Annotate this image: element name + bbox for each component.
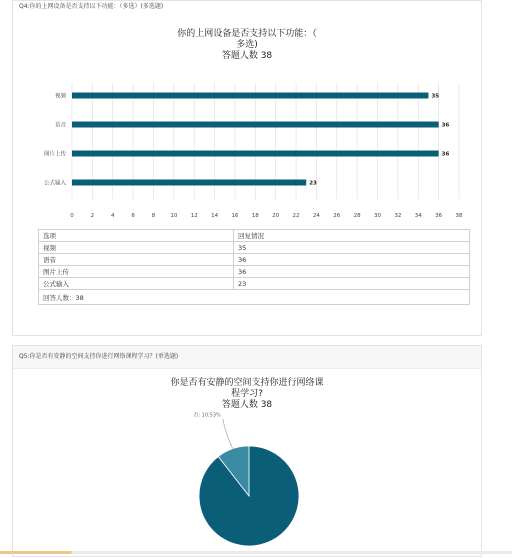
table-cell-count: 36 [234, 266, 470, 278]
x-tick-label: 14 [211, 213, 219, 219]
q4-header: Q4:你的上网设备是否支持以下功能：（多选）(多选题) [13, 1, 481, 15]
question-card-q5 [12, 345, 482, 557]
table-row [39, 254, 470, 266]
table-total: 回答人数：38 [39, 290, 470, 305]
table-cell-option: 公式输入 [39, 278, 234, 290]
table-cell-option: 图片上传 [39, 266, 234, 278]
x-tick-label: 4 [110, 213, 115, 219]
table-cell-count: 36 [234, 254, 470, 266]
x-tick-label: 28 [353, 213, 361, 219]
q5-title-line1: 你是否有安静的空间支持你进行网络课 [170, 378, 324, 388]
table-cell-count: 23 [234, 278, 470, 290]
q4-title-line1: 你的上网设备是否支持以下功能：（ [177, 29, 317, 39]
question-card-q4 [12, 0, 482, 336]
x-tick-label: 32 [394, 213, 402, 219]
pie-slice-label: 否: 10.53% [193, 412, 221, 419]
x-tick-label: 24 [312, 213, 320, 219]
table-cell-count: 35 [234, 242, 470, 254]
y-category-label: 图片上传 [43, 151, 66, 158]
q5-title-line2: 程学习? [231, 389, 263, 399]
q4-bar-chart [13, 1, 483, 226]
bar [72, 151, 439, 157]
table-row [39, 266, 470, 278]
table-row [39, 242, 470, 254]
table-row [39, 278, 470, 290]
q4-title-line2: 多选) [236, 40, 258, 50]
bar-value-label: 36 [441, 122, 450, 129]
table-header-row [39, 230, 470, 242]
bar-value-label: 35 [431, 93, 440, 100]
x-tick-label: 2 [90, 213, 95, 219]
x-tick-label: 34 [414, 213, 422, 219]
table-total-row [39, 290, 470, 305]
x-tick-label: 0 [70, 213, 74, 219]
y-category-label: 语音 [54, 122, 66, 129]
bar-value-label: 36 [441, 151, 450, 158]
x-tick-label: 36 [435, 213, 443, 219]
table-cell-option: 语音 [39, 254, 234, 266]
y-category-label: 视频 [54, 93, 66, 100]
x-tick-label: 26 [333, 213, 341, 219]
x-tick-label: 22 [292, 213, 300, 219]
bar [72, 122, 439, 128]
x-tick-label: 16 [231, 213, 239, 219]
q5-header: Q5:你是否有安静的空间支持你进行网络课程学习？(单选题) [13, 346, 481, 369]
q4-title-line3: 答题人数 38 [221, 51, 273, 61]
x-tick-label: 20 [272, 213, 280, 219]
x-tick-label: 10 [170, 213, 178, 219]
x-tick-label: 30 [374, 213, 382, 219]
q5-title-line3: 答题人数 38 [221, 400, 273, 410]
pie-leader-line [223, 419, 233, 449]
x-tick-label: 18 [251, 213, 259, 219]
q5-pie-chart [13, 346, 483, 558]
x-tick-label: 38 [455, 213, 463, 219]
table-header-option: 选项 [39, 230, 234, 242]
q4-results-table [38, 229, 470, 305]
bar-value-label: 23 [309, 180, 317, 187]
x-tick-label: 8 [151, 213, 156, 219]
table-cell-option: 视频 [39, 242, 234, 254]
bar [72, 93, 428, 99]
x-tick-label: 6 [131, 213, 135, 219]
x-tick-label: 12 [190, 213, 198, 219]
bar [72, 180, 306, 186]
y-category-label: 公式输入 [43, 180, 66, 187]
table-header-count: 回复情况 [234, 230, 470, 242]
